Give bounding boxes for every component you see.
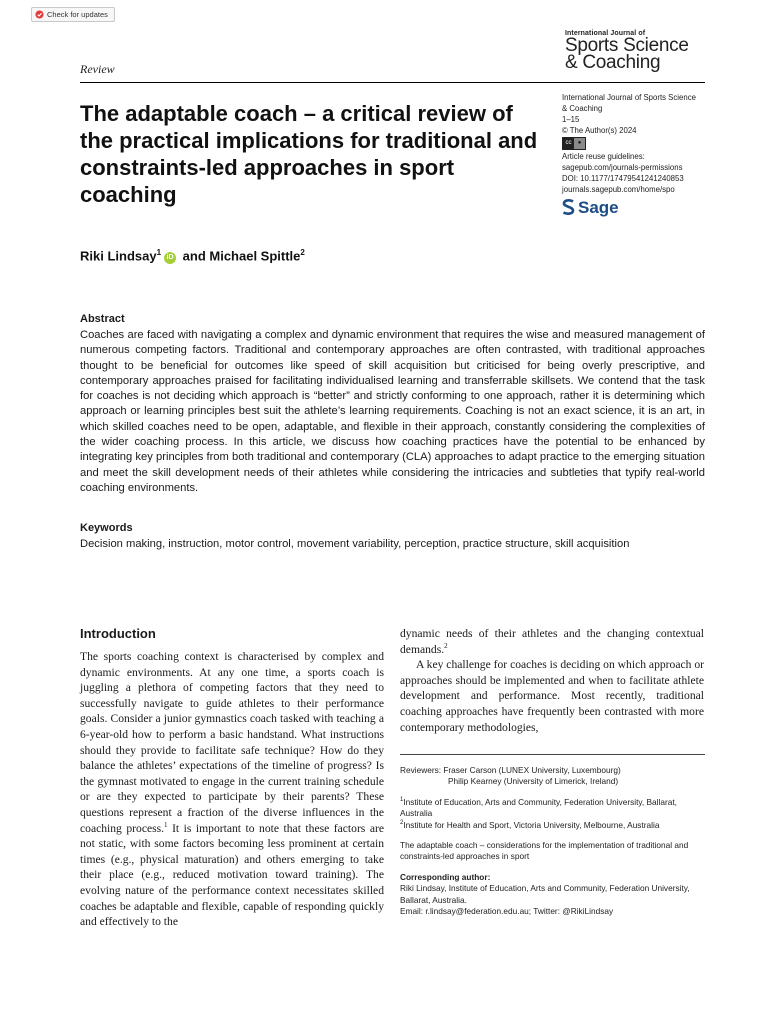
sage-logo: [562, 199, 722, 215]
meta-pages: 1–15: [562, 115, 580, 124]
affiliations: [400, 797, 705, 831]
corresponding-author-heading: Corresponding author:: [400, 871, 491, 882]
reviewer-2: Philip Kearney (University of Limerick, Ireland): [448, 776, 619, 787]
intro-paragraph-2: A key challenge for coaches is deciding on which approach or approaches should be implemented and when to facilitate athlete development and performance. Most recently, traditional coaching approaches have frequently been contrasted with more contemporary methodologies,: [400, 658, 704, 734]
introduction-heading: Introduction: [80, 626, 156, 641]
short-title: The adaptable coach – considerations for the implementation of traditional and constraints-led approaches in sport: [400, 840, 689, 862]
author-2[interactable]: Michael Spittle: [209, 248, 301, 264]
article-meta: [562, 92, 722, 215]
journal-logo-line2: Sports Science: [565, 35, 689, 56]
sage-s-icon: [562, 199, 575, 215]
author-conjunction: and: [179, 248, 210, 264]
meta-journal-2: & Coaching: [562, 104, 603, 113]
authors: [80, 248, 305, 264]
author-1-affiliation: 1: [156, 248, 162, 257]
affiliation-1: Institute of Education, Arts and Community, Federation University, Ballarat, Australia: [400, 796, 677, 819]
affiliation-1-marker: 1: [400, 797, 404, 804]
keywords-heading: Keywords: [80, 522, 133, 534]
intro-p1-part1: The sports coaching context is characterised by complex and dynamic environments. At any one time, a sports coach is juggling a plethora of competing factors that they need to successfully navigate to guide athletes to their performance goals. Consider a junior gymnastics coach tasked with teaching a 6-year-old how to perform a basic handstand. What instructions should they provide to facilitate safe technique? How do they balance the athletes’ expectations of the timeline of progress? Is the gymnast motivated to engage in the current training schedule or are they expected to participate by their parents? These questions represent a fraction of the diverse influences in the coaching process.: [80, 650, 384, 835]
meta-journal: International Journal of Sports Science: [562, 93, 696, 102]
intro-p1-part3: dynamic needs of their athletes and the changing contextual demands.: [400, 627, 704, 656]
keywords-text: Decision making, instruction, motor control, movement variability, perception, practice structure, skill acquisition: [80, 538, 630, 550]
body-column-right: [400, 626, 704, 735]
journal-logo-line1: International Journal of: [565, 30, 646, 37]
body-column-left: [80, 649, 384, 930]
footnote-divider: [400, 754, 705, 755]
reviewers-label: Reviewers:: [400, 765, 444, 775]
abstract-heading: Abstract: [80, 313, 125, 325]
author-1[interactable]: Riki Lindsay: [80, 248, 157, 264]
corresponding-author: [400, 872, 705, 918]
citation-1[interactable]: 1: [164, 820, 168, 829]
journal-logo: [565, 30, 725, 71]
article-title: The adaptable coach – a critical review of the practical implications for traditional and constraints-led approaches in sport coaching: [80, 101, 538, 207]
affiliation-2-marker: 2: [400, 819, 404, 826]
reviewer-1: Fraser Carson (LUNEX University, Luxembourg): [443, 765, 621, 775]
sage-logo-text: Sage: [578, 197, 619, 217]
intro-p1-part2: It is important to note that these factors are not static, with some factors becoming less prominent at certain times (e.g., physical maturation) and others emerging to take their place (e.g., reduced motivation toward training). The evolving nature of the performance context necessitates skilled coaches be adaptable and flexible, capable of responding quickly and effectively to the: [80, 821, 384, 929]
section-label: Review: [80, 62, 115, 76]
reviewers: [400, 765, 705, 788]
update-icon: [35, 10, 44, 19]
meta-doi[interactable]: DOI: 10.1177/17479541241240853: [562, 174, 684, 183]
footnotes: [400, 765, 705, 917]
abstract-text: Coaches are faced with navigating a complex and dynamic environment that requires the wise and measured management of numerous competing factors. Traditional and contemporary approaches are often contrasted, with traditional approaches thought to be beneficial for outcomes like speed of skill acquisition but criticised for being overly prescriptive, and contemporary approaches praised for facilitating individualised learning and transferrable skillsets. We contend that the task for coaches is not deciding which approach is “better” and strictly conforming to one approach, rather it is determining which approach or learning principles best suit the athlete’s learning requirements. Coaching is not an exact science, it is an art, in which skilled coaches need to be open, adaptable, and flexible in their approach, constantly considering the complexities of the wider coaching process. In this article, we discuss how coaching practices have the potential to be enhanced by integrating key principles from both traditional and contemporary (CLA) approaches to adapt practice to the emerging situation and meet the skill development needs of their athletes while considering the intricacies and subtleties that typify real-world coaching environments.: [80, 329, 705, 494]
meta-reuse: Article reuse guidelines:: [562, 152, 645, 161]
meta-copyright: © The Author(s) 2024: [562, 126, 637, 135]
affiliation-2: Institute for Health and Sport, Victoria University, Melbourne, Australia: [403, 819, 660, 830]
corresponding-author-email[interactable]: Email: r.lindsay@federation.edu.au; Twitter: @RikiLindsay: [400, 906, 614, 917]
journal-logo-line3: & Coaching: [565, 52, 661, 73]
intro-paragraph-1: [80, 649, 384, 930]
orcid-icon[interactable]: iD: [164, 252, 176, 264]
meta-home-link[interactable]: journals.sagepub.com/home/spo: [562, 185, 675, 194]
intro-paragraph-1-continued: [400, 626, 704, 657]
check-for-updates-label: Check for updates: [47, 10, 108, 19]
check-for-updates-button[interactable]: [31, 7, 115, 22]
cc-by-license-icon[interactable]: [562, 137, 586, 150]
cc-icon: cc: [563, 138, 574, 149]
header-divider: [80, 82, 705, 83]
author-2-affiliation: 2: [300, 248, 305, 257]
meta-reuse-link[interactable]: sagepub.com/journals-permissions: [562, 163, 683, 172]
by-icon: ●: [574, 138, 585, 149]
corresponding-author-details: Riki Lindsay, Institute of Education, Arts and Community, Federation University, Ballarat, Australia.: [400, 883, 690, 905]
citation-2[interactable]: 2: [444, 641, 448, 650]
